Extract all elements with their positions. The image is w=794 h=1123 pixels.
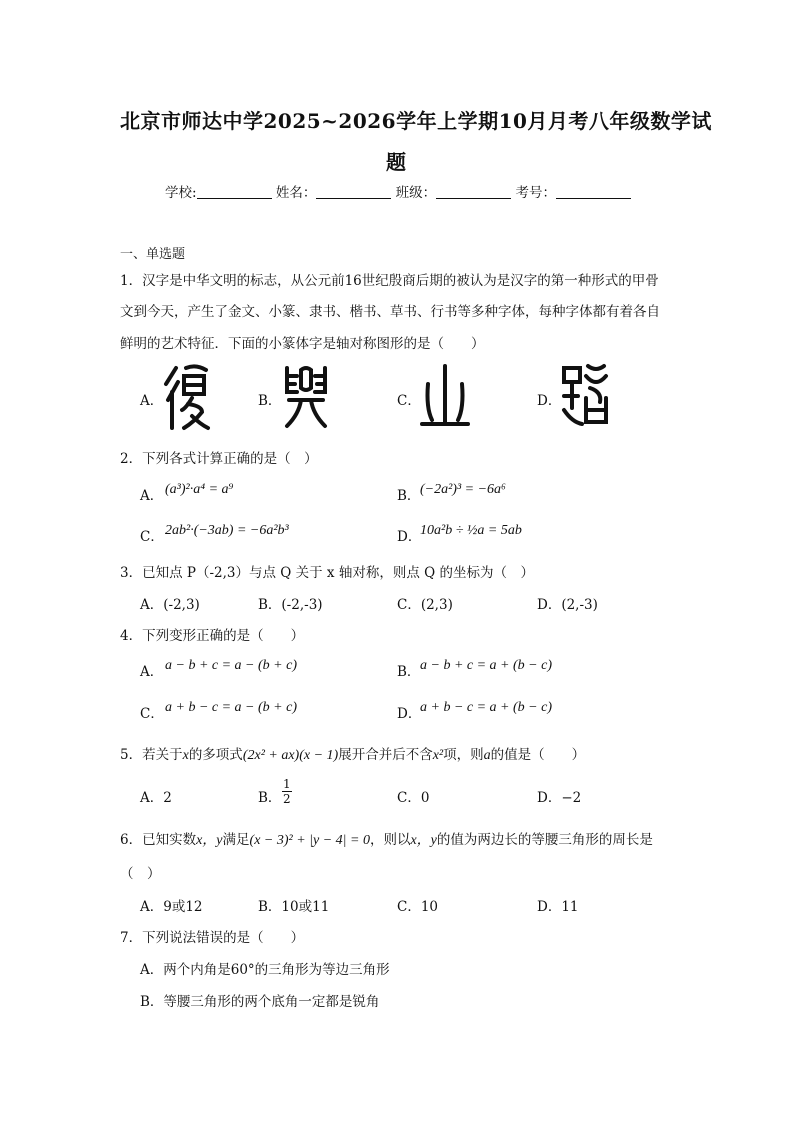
q5-stem-part-5: 的值是（ ）	[490, 747, 586, 763]
q5-polynomial: (2x² + ax)(x − 1)	[242, 748, 339, 763]
q1-option-c-label: C．	[397, 393, 421, 409]
q5-var-x: x	[182, 748, 189, 763]
q2-option-c-expression: 2ab²·(−3ab) = −6a²b³	[165, 523, 289, 538]
q5-var-a: a	[483, 748, 491, 763]
q5-term-x2: x²	[432, 748, 444, 763]
q5-stem-part-4: 项，则	[443, 747, 484, 763]
q6-stem-part-2: 满足	[222, 832, 250, 848]
page-title: 北京市师达中学2025~2026学年上学期10月月考八年级数学试	[120, 109, 712, 133]
number-blank[interactable]	[556, 198, 631, 199]
school-label: 学校:	[165, 185, 197, 201]
q4-option-c-label: C．	[140, 706, 164, 722]
q2-stem: 2．下列各式计算正确的是（ ）	[120, 451, 318, 467]
seal-glyph-d-image	[560, 362, 610, 432]
q1-option-d-label: D．	[537, 393, 562, 409]
fraction-numerator: 1	[283, 777, 291, 791]
q6-option-a: A．9或12	[140, 899, 203, 915]
q5-option-d: D．−2	[537, 790, 582, 806]
q4-option-c-expression: a + b − c = a − (b + c)	[165, 700, 297, 715]
q3-option-c: C．(2,3)	[397, 597, 453, 613]
q6-stem	[120, 828, 653, 849]
q6-stem-part-4: 的值为两边长的等腰三角形的周长是	[436, 832, 653, 848]
class-blank[interactable]	[436, 198, 511, 199]
q5-stem-part-3: 展开合并后不含	[338, 747, 433, 763]
q2-option-c-label: C．	[140, 529, 164, 545]
q6-equation: (x − 3)² + |y − 4| = 0	[249, 833, 370, 848]
q4-option-d-expression: a + b − c = a + (b − c)	[420, 700, 552, 715]
q6-stem-part-3: ，则以	[369, 832, 411, 848]
q6-stem-line2: （ ）	[120, 866, 161, 882]
q5-stem	[120, 743, 585, 764]
fraction-denominator: 2	[283, 792, 291, 806]
q5-stem-part-2: 的多项式	[188, 747, 243, 763]
class-label: 班级：	[395, 185, 437, 201]
q7-stem: 7．下列说法错误的是（ ）	[120, 930, 305, 946]
q6-stem-part-1: 6．已知实数	[120, 832, 197, 848]
q3-option-a: A．(-2,3)	[140, 597, 200, 613]
q1-line2: 文到今天，产生了金文、小篆、隶书、楷书、草书、行书等多种字体，每种字体都有着各自	[120, 304, 660, 320]
q2-option-d-expression: 10a²b ÷ ½a = 5ab	[420, 523, 522, 538]
q5-option-b-fraction	[282, 777, 292, 806]
q1-option-b-label: B．	[258, 393, 282, 409]
q6-vars-xy-2: x，y	[410, 833, 437, 848]
q2-option-a-label: A．	[140, 488, 164, 504]
name-blank[interactable]	[316, 198, 391, 199]
q3-option-b: B．(-2,-3)	[258, 597, 323, 613]
q5-stem-part-1: 5．若关于	[120, 747, 183, 763]
q7-option-b: B．等腰三角形的两个底角一定都是锐角	[140, 994, 380, 1010]
q6-option-c: C．10	[397, 899, 439, 915]
q2-option-d-label: D．	[397, 529, 422, 545]
q4-stem: 4．下列变形正确的是（ ）	[120, 628, 305, 644]
school-blank[interactable]	[197, 198, 272, 199]
q5-option-b-label: B．	[258, 790, 282, 806]
q3-stem: 3．已知点 P（-2,3）与点 Q 关于 x 轴对称，则点 Q 的坐标为（ ）	[120, 565, 534, 581]
q4-option-b-expression: a − b + c = a + (b − c)	[420, 658, 552, 673]
q2-option-a-expression: (a³)²·a⁴ = a⁹	[165, 482, 234, 497]
q2-option-b-expression: (−2a²)³ = −6a⁶	[420, 482, 506, 497]
q4-option-a-expression: a − b + c = a − (b + c)	[165, 658, 297, 673]
seal-glyph-c-image	[420, 362, 470, 432]
q4-option-b-label: B．	[397, 664, 421, 680]
q2-option-b-label: B．	[397, 488, 421, 504]
seal-glyph-b-image	[281, 362, 331, 432]
q3-option-d: D．(2,-3)	[537, 597, 598, 613]
number-label: 考号：	[515, 185, 556, 201]
page-title-continued: 题	[386, 150, 407, 174]
q7-option-a: A．两个内角是60°的三角形为等边三角形	[140, 962, 390, 978]
q4-option-d-label: D．	[397, 706, 422, 722]
q6-vars-xy: x，y	[196, 833, 223, 848]
q6-option-d: D．11	[537, 899, 579, 915]
seal-glyph-a-image	[162, 362, 212, 432]
q1-option-a-label: A．	[140, 393, 164, 409]
name-label: 姓名：	[275, 185, 317, 201]
q1-line1: 1．汉字是中华文明的标志，从公元前16世纪殷商后期的被认为是汉字的第一种形式的甲骨	[120, 273, 659, 289]
q5-option-a: A．2	[140, 790, 172, 806]
q5-option-c: C．0	[397, 790, 430, 806]
section-heading: 一、单选题	[120, 247, 186, 262]
q4-option-a-label: A．	[140, 664, 164, 680]
q6-option-b: B．10或11	[258, 899, 330, 915]
info-line	[165, 181, 631, 201]
q1-line3: 鲜明的艺术特征．下面的小篆体字是轴对称图形的是（ ）	[120, 336, 485, 352]
